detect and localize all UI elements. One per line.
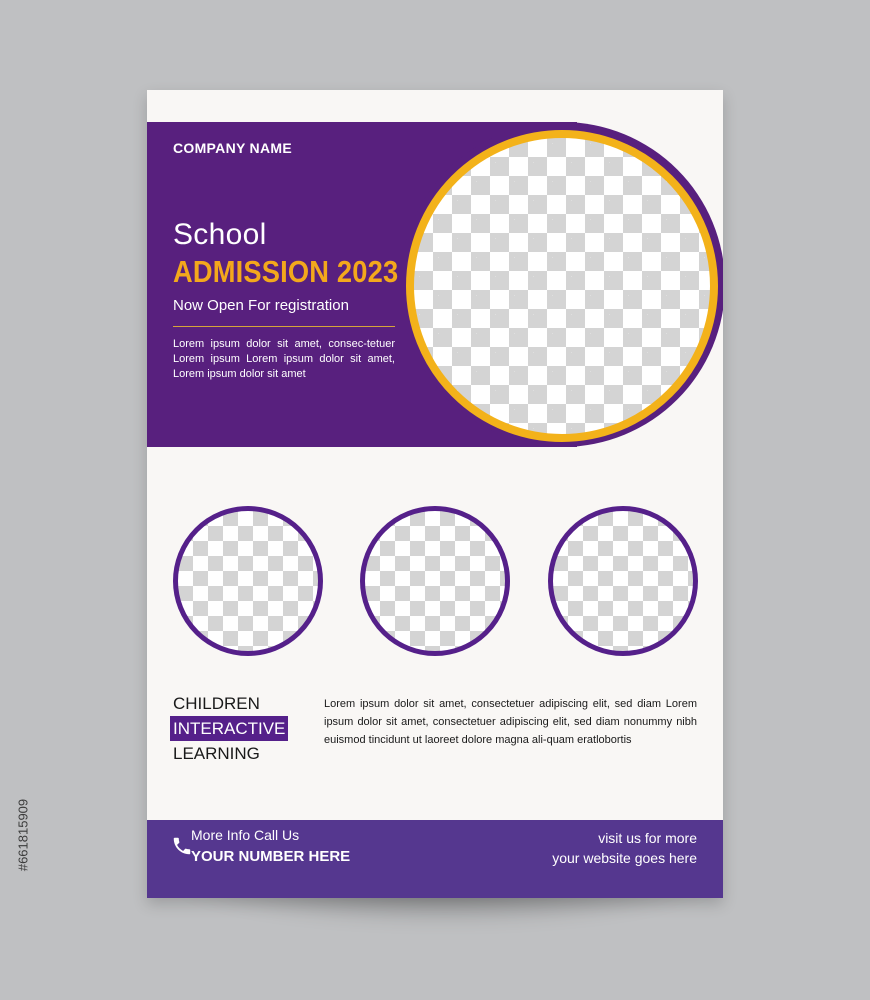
tagline-line-1: CHILDREN	[173, 694, 260, 713]
heading-admission: ADMISSION 2023	[173, 254, 399, 289]
tagline-line-2-highlight: INTERACTIVE	[170, 716, 288, 741]
subheading: Now Open For registration	[173, 297, 349, 314]
main-photo-placeholder	[406, 130, 718, 442]
heading-school: School	[173, 218, 267, 251]
company-name: COMPANY NAME	[173, 140, 292, 156]
stock-id-text: #661815909	[15, 798, 31, 872]
website-text: your website goes here	[552, 850, 697, 866]
visit-label: visit us for more	[598, 830, 697, 846]
tagline-line-3: LEARNING	[173, 744, 260, 763]
photo-placeholder-2	[360, 506, 510, 656]
phone-icon	[171, 831, 193, 861]
call-label: More Info Call Us	[191, 827, 300, 843]
tagline	[173, 691, 288, 766]
divider	[173, 326, 395, 327]
phone-number: YOUR NUMBER HERE	[191, 848, 351, 865]
body-paragraph: Lorem ipsum dolor sit amet, consectetuer adipiscing elit, sed diam Lorem ipsum dolor sit amet, consectetuer adipiscing elit, sed diam nonummy nibh euismod tincidunt ut laoreet dolore magna ali-quam eratlobortis	[324, 698, 697, 746]
flyer	[147, 90, 723, 898]
stock-id-vertical	[8, 760, 38, 910]
footer-bar	[147, 820, 723, 898]
photo-placeholder-3	[548, 506, 698, 656]
hero-paragraph: Lorem ipsum dolor sit amet, consec-tetuer Lorem ipsum Lorem ipsum dolor sit amet, Lorem ipsum dolor sit amet	[173, 338, 395, 380]
photo-placeholder-1	[173, 506, 323, 656]
